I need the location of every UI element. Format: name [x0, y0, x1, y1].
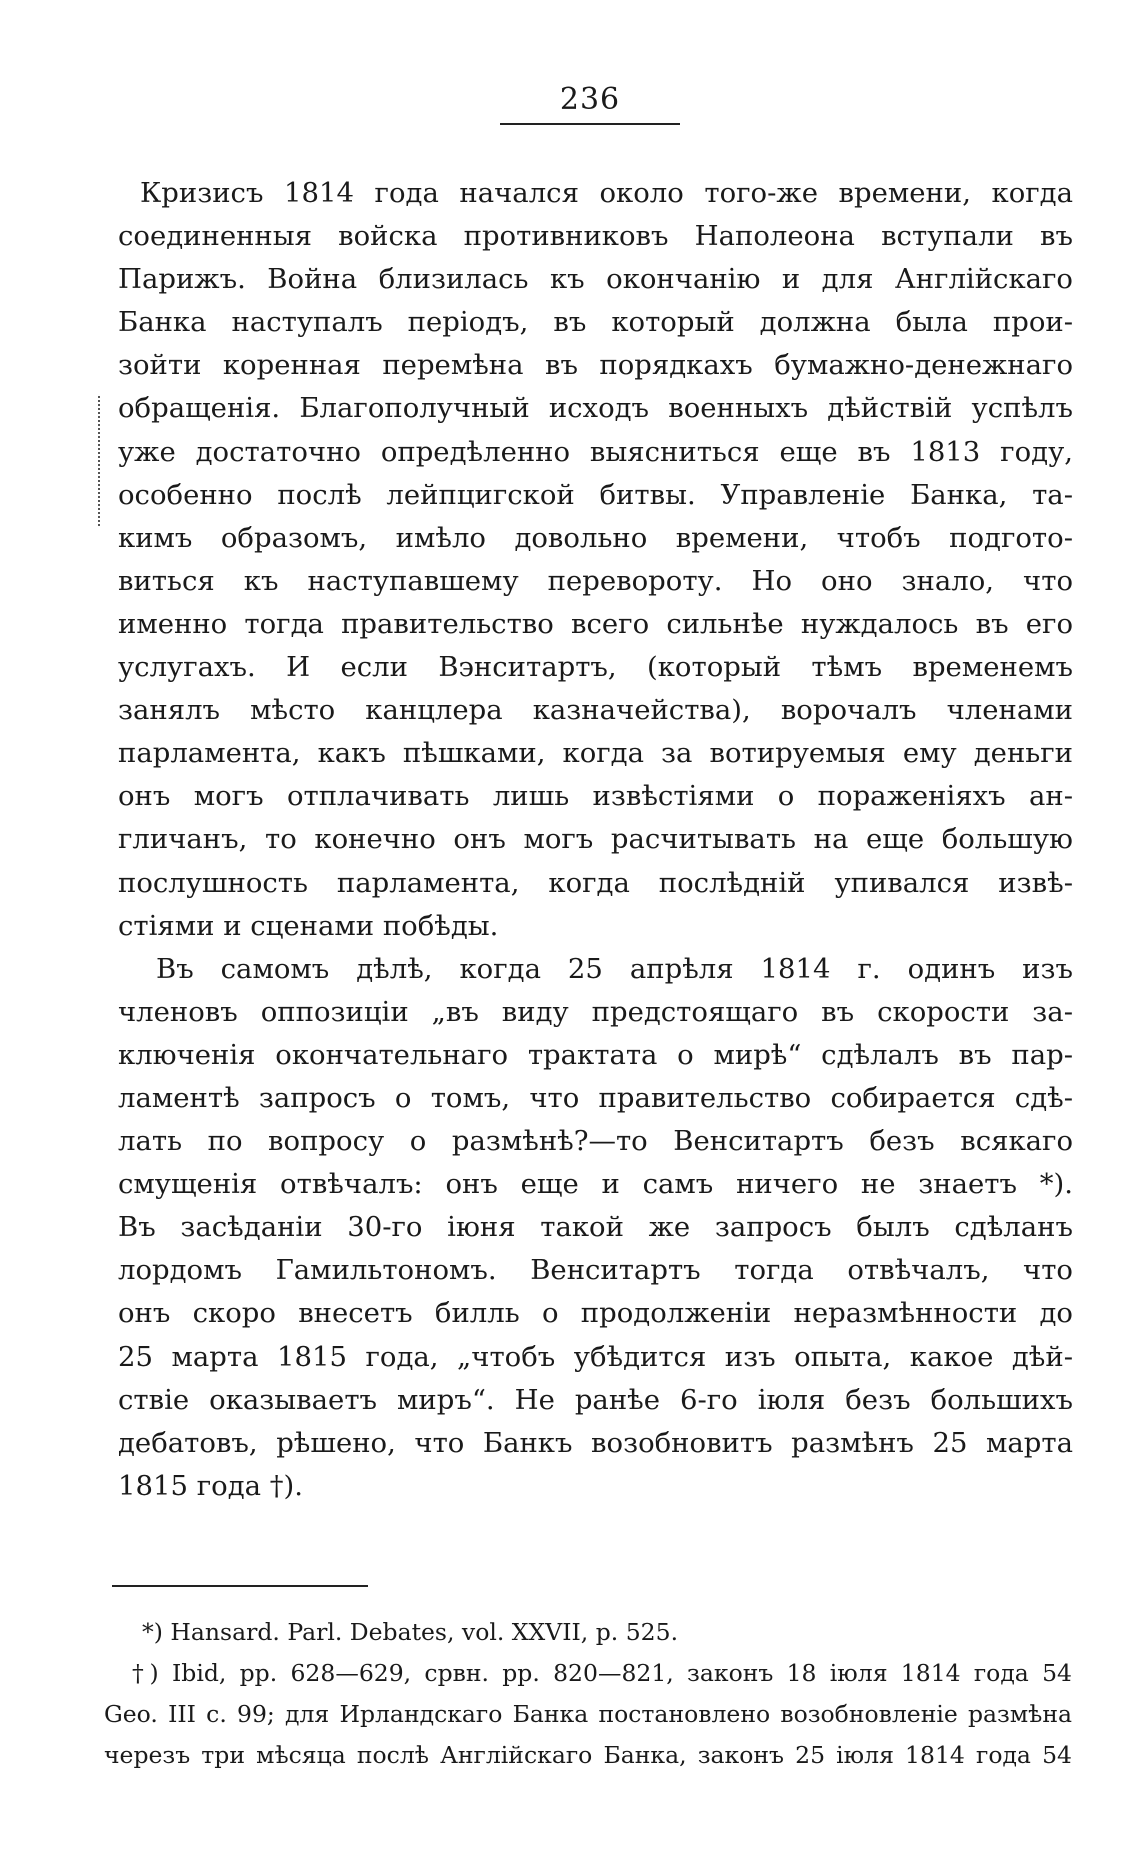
text-line: Въ самомъ дѣлѣ, когда 25 апрѣля 1814 г. одинъ изъ [156, 952, 1073, 985]
text-line: гличанъ, то конечно онъ могъ расчитывать на еще большую [118, 823, 1073, 856]
footnote-line: †) Ibid, pp. 628—629, срвн. pp. 820—821, законъ 18 іюля 1814 года 54 [132, 1659, 1072, 1687]
text-line: дебатовъ, рѣшено, что Банкъ возобновитъ размѣнъ 25 марта [118, 1426, 1073, 1459]
text-line: зойти коренная перемѣна въ порядкахъ бумажно-денежнаго [118, 349, 1073, 382]
text-line: смущенія отвѣчалъ: онъ еще и самъ ничего не знаетъ *). [118, 1168, 1073, 1201]
text-line: 1815 года †). [118, 1469, 303, 1502]
text-line: Парижъ. Война близилась къ окончанію и для Англійскаго [118, 263, 1073, 296]
text-line: лать по вопросу о размѣнѣ?—то Венситартъ безъ всякаго [118, 1125, 1073, 1158]
footnote-line: *) Hansard. Parl. Debates, vol. XXVII, p. 525. [142, 1618, 679, 1646]
text-line: обращенія. Благополучный исходъ военныхъ дѣйствій успѣлъ [118, 392, 1073, 425]
page-number: 236 [500, 82, 680, 125]
text-line: уже достаточно опредѣленно выясниться еще въ 1813 году, [118, 435, 1073, 468]
text-line: ламентѣ запросъ о томъ, что правительство собирается сдѣ- [118, 1081, 1073, 1114]
text-line: стіями и сценами побѣды. [118, 909, 499, 942]
text-line: ключенія окончательнаго трактата о мирѣ“ сдѣлалъ въ пар- [118, 1038, 1073, 1071]
text-line: Въ засѣданіи 30-го іюня такой же запросъ былъ сдѣланъ [118, 1211, 1073, 1244]
text-line: виться къ наступавшему перевороту. Но оно знало, что [118, 564, 1073, 597]
text-line: Кризисъ 1814 года начался около того-же времени, когда [140, 177, 1073, 209]
text-line: Банка наступалъ періодъ, въ который должна была прои- [118, 306, 1073, 339]
text-line: послушность парламента, когда послѣдній упивался извѣ- [118, 866, 1073, 899]
text-line: кимъ образомъ, имѣло довольно времени, чтобъ подгото- [118, 521, 1073, 554]
margin-mark [98, 396, 104, 526]
text-line: именно тогда правительство всего сильнѣе нуждалось въ его [118, 607, 1073, 640]
text-line: онъ скоро внесетъ билль о продолженіи неразмѣнности до [118, 1297, 1073, 1330]
text-line: лордомъ Гамильтономъ. Венситартъ тогда отвѣчалъ, что [118, 1254, 1073, 1287]
text-line: 25 марта 1815 года, „чтобъ убѣдится изъ опыта, какое дѣй- [118, 1340, 1073, 1373]
text-line: услугахъ. И если Вэнситартъ, (который тѣмъ временемъ [118, 651, 1073, 684]
footnote-line: Geo. III c. 99; для Ирландскаго Банка постановлено возобновленіе размѣна [104, 1700, 1072, 1728]
text-line: занялъ мѣсто канцлера казначейства), ворочалъ членами [118, 694, 1073, 727]
text-line: членовъ оппозиціи „въ виду предстоящаго въ скорости за- [118, 995, 1073, 1028]
footnote-line: черезъ три мѣсяца послѣ Англійскаго Банка, законъ 25 іюля 1814 года 54 [104, 1741, 1072, 1769]
text-line: соединенныя войска противниковъ Наполеона вступали въ [118, 220, 1073, 253]
main-text [118, 172, 1073, 1508]
text-line: онъ могъ отплачивать лишь извѣстіями о пораженіяхъ ан- [118, 780, 1073, 813]
footnotes [104, 1612, 1072, 1776]
text-line: особенно послѣ лейпцигской битвы. Управленіе Банка, та- [118, 478, 1073, 511]
text-line: парламента, какъ пѣшками, когда за вотируемыя ему деньги [118, 737, 1073, 770]
text-line: ствіе оказываетъ миръ“. Не ранѣе 6-го іюля безъ большихъ [118, 1383, 1073, 1416]
footnote-divider [112, 1585, 368, 1587]
